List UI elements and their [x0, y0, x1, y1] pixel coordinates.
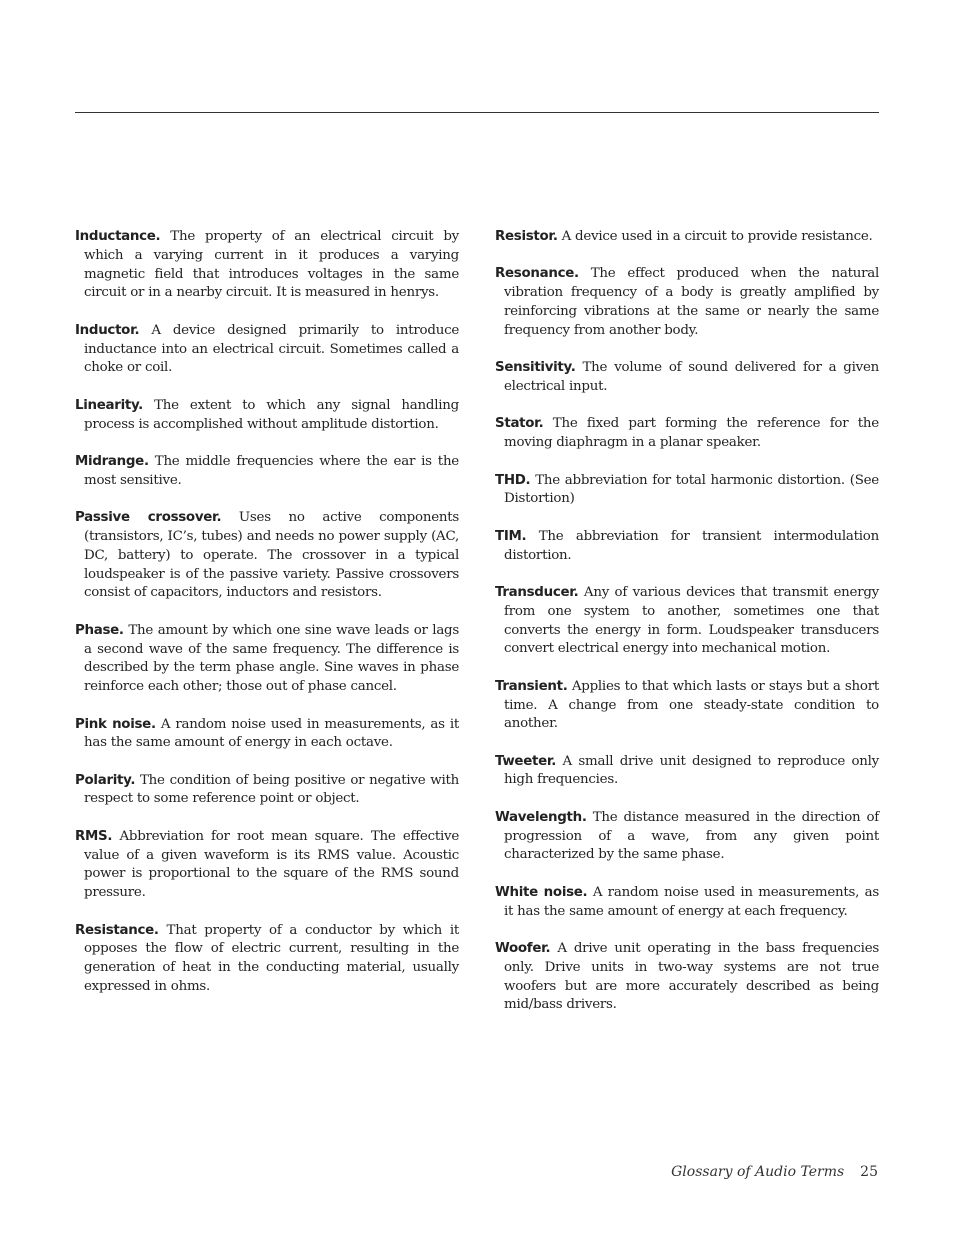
glossary-column-right	[495, 228, 879, 1034]
glossary-entry	[75, 828, 459, 903]
entry-definition: The condition of being positive or negative with respect to some reference point or object.	[84, 772, 459, 807]
glossary-entry	[495, 809, 879, 865]
entry-term: RMS.	[75, 828, 113, 844]
entry-definition: The middle frequencies where the ear is the most sensitive.	[84, 453, 459, 488]
glossary-entry	[495, 528, 879, 566]
glossary-entry	[495, 753, 879, 791]
entry-definition: The volume of sound delivered for a given electrical input.	[504, 360, 879, 394]
entry-term: Midrange.	[75, 453, 149, 469]
entry-term: TIM.	[495, 528, 527, 544]
entry-term: Tweeter.	[495, 753, 557, 769]
page-number: 25	[860, 1164, 878, 1180]
entry-definition: A random noise used in measurements, as it has the same amount of energy in each octave.	[84, 716, 459, 751]
glossary-entry	[495, 884, 879, 922]
glossary-entry	[75, 622, 459, 697]
entry-definition: The abbreviation for total harmonic distortion. (See Distortion)	[504, 472, 879, 507]
entry-term: Transient.	[495, 678, 568, 694]
entry-term: Woofer.	[495, 941, 551, 957]
glossary-entry	[75, 772, 459, 810]
entry-term: Pink noise.	[75, 716, 156, 732]
glossary-entry	[495, 359, 879, 397]
entry-term: Sensitivity.	[495, 360, 576, 376]
entry-definition: The fixed part forming the reference for the moving diaphragm in a planar speaker.	[504, 416, 879, 451]
entry-definition: Any of various devices that transmit energy from one system to another, sometimes one that converts the energy in form. Loudspeaker transducers convert electrical energy into mechanical motion.	[504, 584, 879, 657]
entry-definition: A small drive unit designed to reproduce only high frequencies.	[504, 753, 879, 788]
entry-definition: Abbreviation for root mean square. The effective value of a given waveform is its RMS value. Acoustic power is proportional to the square of the RMS sound pressure.	[84, 828, 459, 901]
glossary-column-left	[75, 228, 459, 1015]
glossary-entry	[495, 472, 879, 510]
entry-term: Resistor.	[495, 229, 558, 244]
glossary-entry	[75, 716, 459, 754]
entry-definition: Applies to that which lasts or stays but a short time. A change from one steady-state condition to another.	[504, 678, 879, 732]
entry-term: White noise.	[495, 884, 588, 900]
entry-definition: The effect produced when the natural vibration frequency of a body is greatly amplified by reinforcing vibrations at the same or nearly the same frequency from another body.	[504, 266, 879, 338]
glossary-entry	[75, 228, 459, 303]
entry-definition: The extent to which any signal handling process is accomplished without amplitude distortion.	[84, 397, 459, 432]
header-rule	[75, 112, 879, 113]
entry-definition: The amount by which one sine wave leads or lags a second wave of the same frequency. The difference is described by the term phase angle. Sine waves in phase reinforce each other; those out of phase cancel.	[84, 622, 459, 695]
entry-definition: The abbreviation for transient intermodulation distortion.	[504, 528, 879, 563]
glossary-entry	[75, 922, 459, 997]
entry-term: Inductor.	[75, 322, 140, 338]
footer-title: Glossary of Audio Terms	[671, 1164, 845, 1180]
entry-definition: The distance measured in the direction of progression of a wave, from any given point characterized by the same phase.	[504, 809, 879, 863]
entry-definition: The property of an electrical circuit by which a varying current in it produces a varying magnetic field that introduces voltages in the same circuit or in a nearby circuit. It is measured in henrys.	[84, 229, 459, 301]
entry-term: THD.	[495, 472, 531, 488]
entry-term: Resistance.	[75, 922, 159, 938]
entry-term: Phase.	[75, 622, 124, 638]
entry-term: Transducer.	[495, 584, 579, 600]
entry-term: Polarity.	[75, 772, 136, 788]
entry-definition: That property of a conductor by which it opposes the flow of electric current, resulting in the generation of heat in the conducting material, usually expressed in ohms.	[84, 922, 459, 995]
entry-term: Linearity.	[75, 397, 143, 413]
entry-term: Inductance.	[75, 229, 161, 244]
glossary-entry	[495, 265, 879, 340]
glossary-entry	[495, 228, 879, 247]
entry-term: Wavelength.	[495, 809, 587, 825]
entry-definition: A drive unit operating in the bass frequencies only. Drive units in two-way systems are not true woofers but are more accurately described as being mid/bass drivers.	[504, 941, 879, 1013]
entry-definition: A device designed primarily to introduce inductance into an electrical circuit. Sometimes called a choke or coil.	[84, 322, 459, 376]
glossary-entry	[75, 453, 459, 491]
glossary-entry	[75, 509, 459, 603]
glossary-entry	[75, 322, 459, 378]
entry-definition: A random noise used in measurements, as it has the same amount of energy at each frequency.	[504, 884, 879, 919]
page-footer	[671, 1164, 878, 1180]
glossary-entry	[495, 415, 879, 453]
entry-term: Stator.	[495, 416, 544, 432]
glossary-entry	[495, 584, 879, 659]
entry-term: Resonance.	[495, 266, 579, 282]
glossary-entry	[75, 397, 459, 435]
entry-definition: A device used in a circuit to provide resistance.	[557, 229, 873, 244]
entry-term: Passive crossover.	[75, 510, 222, 526]
glossary-entry	[495, 678, 879, 734]
glossary-entry	[495, 940, 879, 1015]
entry-definition: Uses no active components (transistors, IC’s, tubes) and needs no power supply (AC, DC, battery) to operate. The crossover in a typical loudspeaker is of the passive variety. Passive crossovers consist of capacitors, inductors and resistors.	[84, 510, 459, 601]
